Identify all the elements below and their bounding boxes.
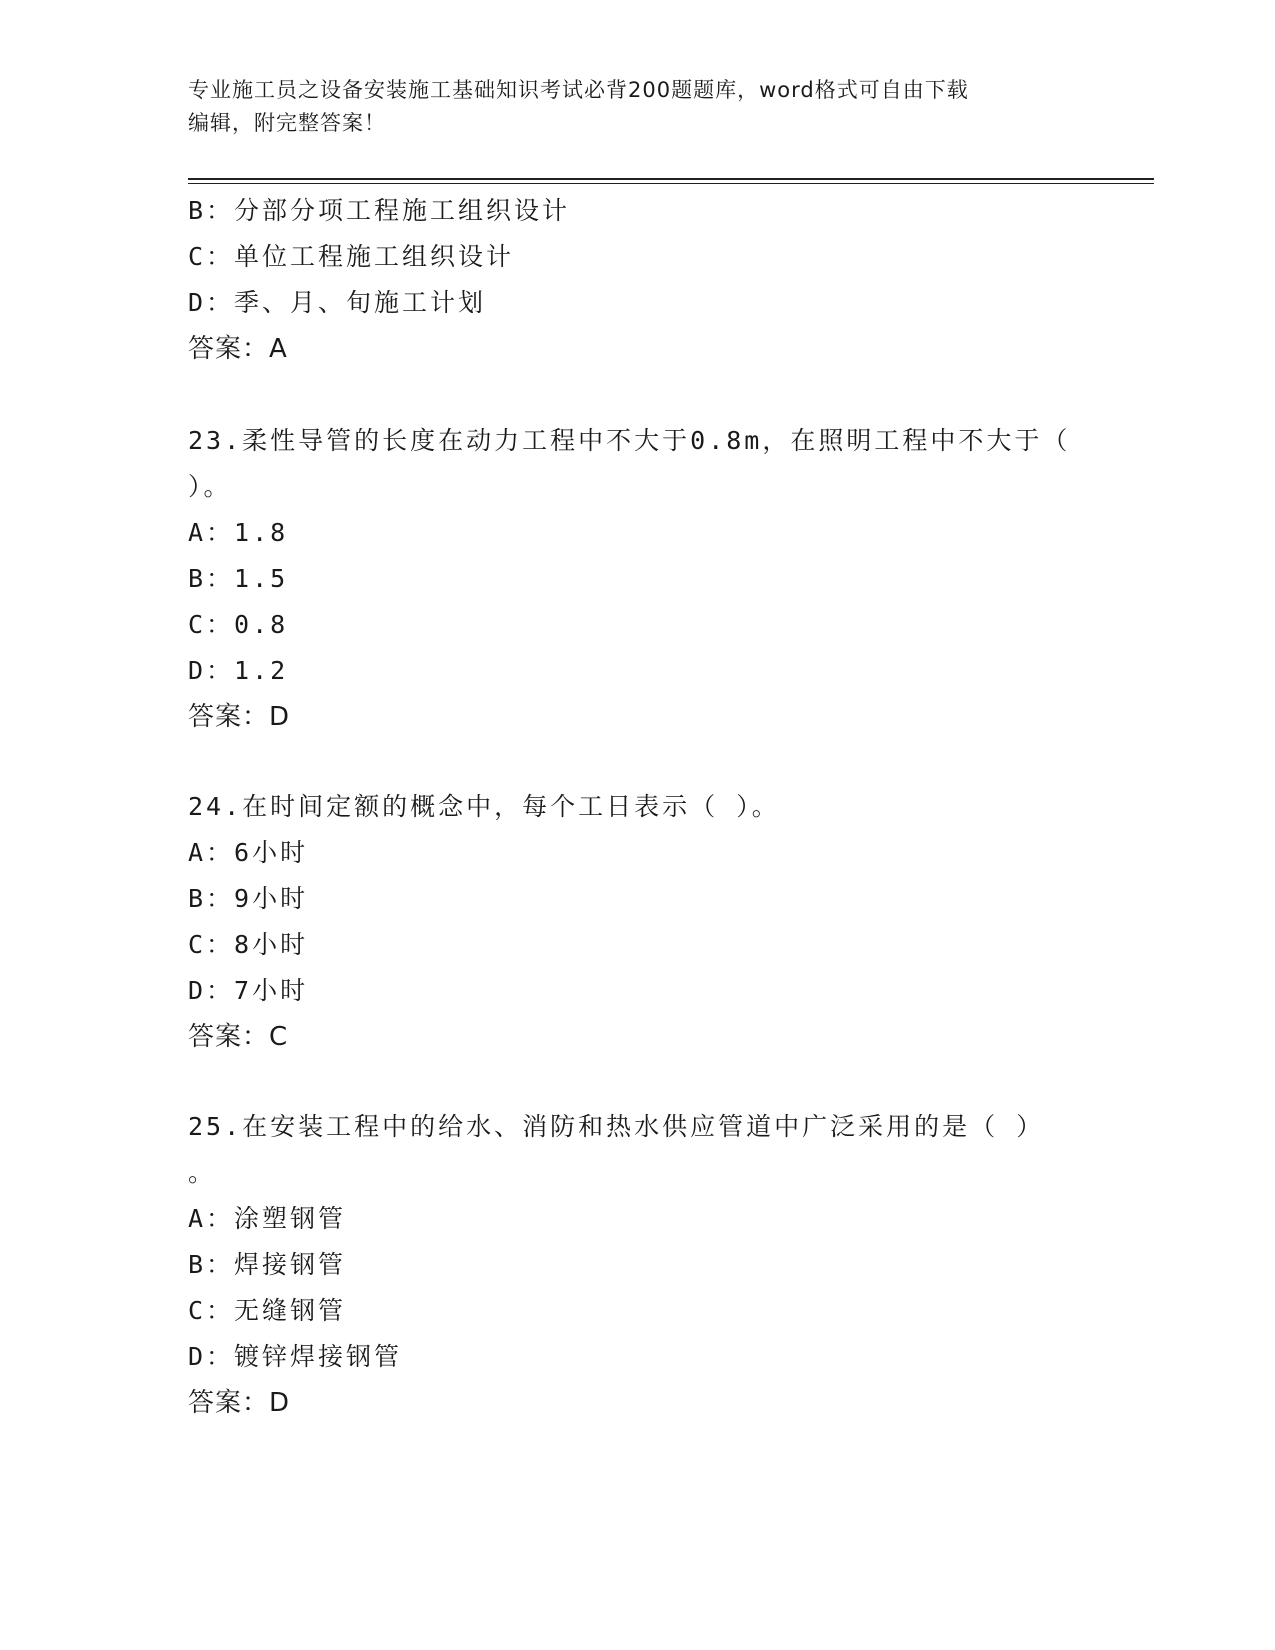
option-b: B：焊接钢管 (188, 1250, 347, 1279)
option-b: B：分部分项工程施工组织设计 (188, 196, 571, 225)
question-block-24 (188, 784, 1088, 1060)
option-c: C：0.8 (188, 610, 289, 639)
option-b: B：1.5 (188, 564, 289, 593)
spacer (188, 740, 1088, 784)
question-stem: 24.在时间定额的概念中，每个工日表示（ ）。 (188, 792, 780, 821)
option-d: D：7小时 (188, 976, 309, 1005)
answer-label: 答案：D (188, 702, 291, 732)
spacer (188, 1060, 1088, 1104)
question-block-25 (188, 1104, 1088, 1426)
option-d: D：镀锌焊接钢管 (188, 1342, 403, 1371)
option-a: A：涂塑钢管 (188, 1204, 347, 1233)
option-c: C：单位工程施工组织设计 (188, 242, 515, 271)
option-a: A：6小时 (188, 838, 309, 867)
question-stem: 23.柔性导管的长度在动力工程中不大于0.8m，在照明工程中不大于（ (188, 426, 1071, 455)
option-c: C：无缝钢管 (188, 1296, 347, 1325)
question-stem-continued: ）。 (188, 472, 232, 501)
answer-label: 答案：C (188, 1022, 289, 1052)
header-title-line1: 专业施工员之设备安装施工基础知识考试必背200题题库，word格式可自由下载 (188, 78, 969, 102)
option-c: C：8小时 (188, 930, 309, 959)
answer-label: 答案：D (188, 1388, 291, 1418)
answer-label: 答案：A (188, 334, 288, 364)
document-header (188, 74, 1088, 140)
question-block-22 (188, 188, 1088, 372)
question-block-23 (188, 418, 1088, 740)
option-d: D：1.2 (188, 656, 289, 685)
option-b: B：9小时 (188, 884, 309, 913)
header-title-line2: 编辑，附完整答案！ (188, 111, 386, 135)
option-d: D：季、月、旬施工计划 (188, 288, 487, 317)
header-rule-thin (188, 183, 1154, 184)
header-rule-thick (188, 178, 1154, 180)
question-stem: 25.在安装工程中的给水、消防和热水供应管道中广泛采用的是（ ） (188, 1112, 1045, 1141)
question-list (188, 188, 1088, 1426)
option-a: A：1.8 (188, 518, 289, 547)
spacer (188, 372, 1088, 418)
question-stem-continued: 。 (188, 1158, 217, 1187)
